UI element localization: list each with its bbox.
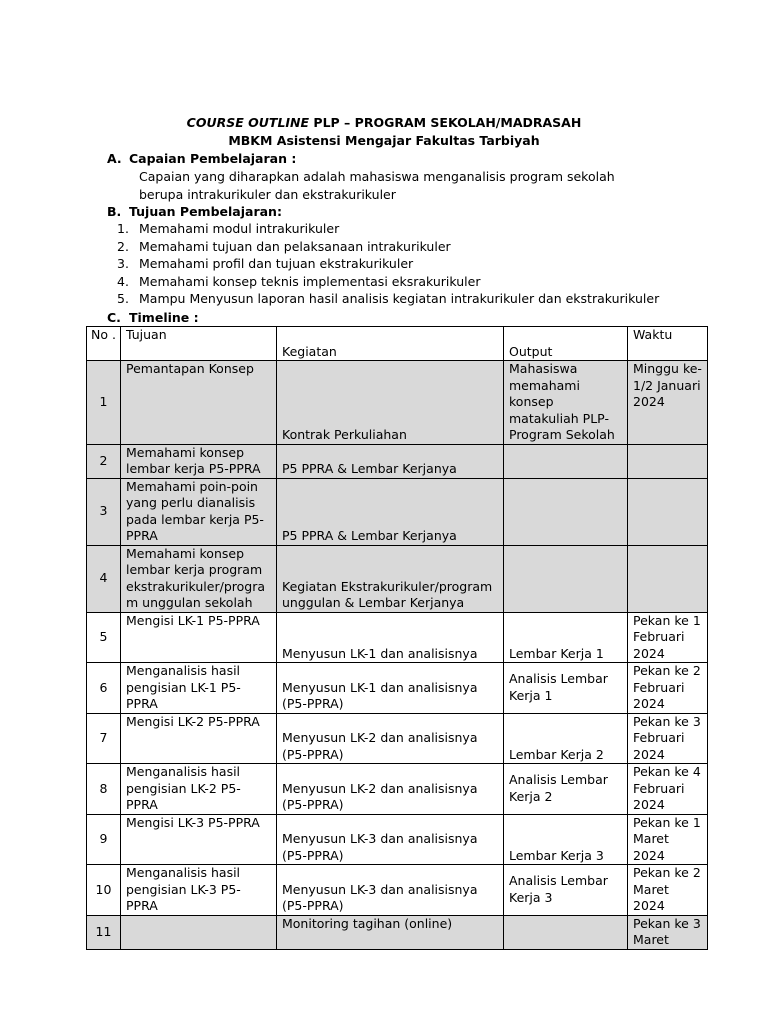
cell-no: 1 (87, 361, 121, 445)
cell-tujuan (121, 915, 277, 949)
cell-tujuan: Menganalisis hasil pengisian LK-3 P5-PPRA (121, 865, 277, 916)
section-a-letter: A. (107, 151, 122, 166)
table-row (87, 713, 708, 764)
cell-output (504, 915, 628, 949)
cell-no: 9 (87, 814, 121, 865)
cell-kegiatan: Monitoring tagihan (online) (277, 915, 504, 949)
header-no: No . (87, 327, 121, 361)
list-item (117, 238, 659, 256)
list-item (117, 220, 659, 238)
cell-kegiatan: Menyusun LK-1 dan analisisnya (277, 612, 504, 663)
cell-kegiatan: P5 PPRA & Lembar Kerjanya (277, 478, 504, 545)
list-item-number: 3. (117, 256, 129, 272)
cell-output (504, 478, 628, 545)
cell-waktu: Pekan ke 4 Februari 2024 (628, 764, 708, 815)
cell-no: 6 (87, 663, 121, 714)
cell-tujuan: Memahami konsep lembar kerja program ekstrakurikuler/program unggulan sekolah (121, 545, 277, 612)
cell-tujuan: Pemantapan Konsep (121, 361, 277, 445)
cell-kegiatan: Menyusun LK-2 dan analisisnya (P5-PPRA) (277, 764, 504, 815)
cell-tujuan: Mengisi LK-2 P5-PPRA (121, 713, 277, 764)
table-row (87, 814, 708, 865)
section-a-title: Capaian Pembelajaran : (129, 151, 297, 166)
cell-no: 10 (87, 865, 121, 916)
header-output: Output (504, 327, 628, 361)
cell-no: 2 (87, 444, 121, 478)
cell-kegiatan: Menyusun LK-3 dan analisisnya (P5-PPRA) (277, 865, 504, 916)
list-item-number: 4. (117, 273, 129, 289)
cell-tujuan: Mengisi LK-1 P5-PPRA (121, 612, 277, 663)
cell-no: 11 (87, 915, 121, 949)
document-subtitle: MBKM Asistensi Mengajar Fakultas Tarbiyah (228, 133, 540, 148)
cell-output: Lembar Kerja 3 (504, 814, 628, 865)
cell-output: Analisis Lembar Kerja 3 (504, 865, 628, 916)
cell-waktu (628, 444, 708, 478)
list-item-number: 2. (117, 238, 129, 254)
cell-kegiatan: Kontrak Perkuliahan (277, 361, 504, 445)
cell-tujuan: Memahami konsep lembar kerja P5-PPRA (121, 444, 277, 478)
table-row (87, 444, 708, 478)
cell-no: 4 (87, 545, 121, 612)
list-item-number: 1. (117, 221, 129, 236)
table-row (87, 361, 708, 445)
cell-waktu (628, 545, 708, 612)
cell-no: 3 (87, 478, 121, 545)
cell-output (504, 444, 628, 478)
cell-waktu: Pekan ke 1 Februari 2024 (628, 612, 708, 663)
table-row (87, 764, 708, 815)
cell-waktu (628, 478, 708, 545)
title-italic-part: COURSE OUTLINE (186, 115, 310, 130)
cell-waktu: Pekan ke 3 Februari 2024 (628, 713, 708, 764)
cell-waktu: Pekan ke 2 Februari 2024 (628, 663, 708, 714)
cell-tujuan: Menganalisis hasil pengisian LK-2 P5-PPRA (121, 764, 277, 815)
list-item (117, 273, 659, 291)
cell-tujuan: Mengisi LK-3 P5-PPRA (121, 814, 277, 865)
section-c-letter: C. (107, 310, 121, 325)
list-item (117, 290, 659, 308)
list-item (117, 255, 659, 273)
cell-waktu: Pekan ke 2 Maret 2024 (628, 865, 708, 916)
cell-waktu: Minggu ke-1/2 Januari 2024 (628, 361, 708, 445)
cell-output: Analisis Lembar Kerja 2 (504, 764, 628, 815)
cell-output (504, 545, 628, 612)
table-row (87, 663, 708, 714)
cell-waktu: Pekan ke 1 Maret 2024 (628, 814, 708, 865)
title-rest: PLP – PROGRAM SEKOLAH/MADRASAH (309, 115, 582, 130)
header-tujuan: Tujuan (121, 327, 277, 361)
section-b-title: Tujuan Pembelajaran: (129, 204, 282, 219)
cell-kegiatan: Menyusun LK-3 dan analisisnya (P5-PPRA) (277, 814, 504, 865)
cell-no: 7 (87, 713, 121, 764)
list-item-number: 5. (117, 291, 129, 307)
table-row (87, 865, 708, 916)
cell-tujuan: Menganalisis hasil pengisian LK-1 P5-PPRA (121, 663, 277, 714)
table-row (87, 545, 708, 612)
cell-kegiatan: Menyusun LK-2 dan analisisnya (P5-PPRA) (277, 713, 504, 764)
section-b-heading (107, 203, 282, 220)
cell-kegiatan: Menyusun LK-1 dan analisisnya (P5-PPRA) (277, 663, 504, 714)
timeline-table (86, 326, 708, 950)
header-kegiatan: Kegiatan (277, 327, 504, 361)
cell-output: Mahasiswa memahami konsep matakuliah PLP-Program Sekolah (504, 361, 628, 445)
section-c-title: Timeline : (129, 310, 199, 325)
list-item-text: Mampu Menyusun laporan hasil analisis kegiatan intrakurikuler dan ekstrakurikuler (139, 291, 660, 307)
section-b-letter: B. (107, 204, 122, 219)
section-c-heading (107, 309, 199, 326)
cell-no: 5 (87, 612, 121, 663)
objectives-list (117, 220, 659, 308)
section-a-heading (107, 150, 296, 167)
header-waktu: Waktu (628, 327, 708, 361)
document-title (0, 114, 768, 131)
cell-output: Lembar Kerja 1 (504, 612, 628, 663)
cell-no: 8 (87, 764, 121, 815)
cell-waktu: Pekan ke 3 Maret (628, 915, 708, 949)
cell-output: Analisis Lembar Kerja 1 (504, 663, 628, 714)
list-item-text: Memahami tujuan dan pelaksanaan intrakurikuler (139, 238, 451, 254)
list-item-text: Memahami konsep teknis implementasi eksrakurikuler (139, 273, 481, 289)
cell-output: Lembar Kerja 2 (504, 713, 628, 764)
table-row (87, 478, 708, 545)
table-row (87, 612, 708, 663)
cell-kegiatan: P5 PPRA & Lembar Kerjanya (277, 444, 504, 478)
section-a-text: Capaian yang diharapkan adalah mahasiswa menganalisis program sekolah berupa intrakurikuler dan ekstrakurikuler (139, 169, 615, 202)
cell-tujuan: Memahami poin-poin yang perlu dianalisis pada lembar kerja P5-PPRA (121, 478, 277, 545)
cell-kegiatan: Kegiatan Ekstrakurikuler/program unggulan & Lembar Kerjanya (277, 545, 504, 612)
list-item-text: Memahami modul intrakurikuler (139, 221, 340, 236)
table-header-row (87, 327, 708, 361)
list-item-text: Memahami profil dan tujuan ekstrakurikuler (139, 256, 414, 272)
table-row (87, 915, 708, 949)
